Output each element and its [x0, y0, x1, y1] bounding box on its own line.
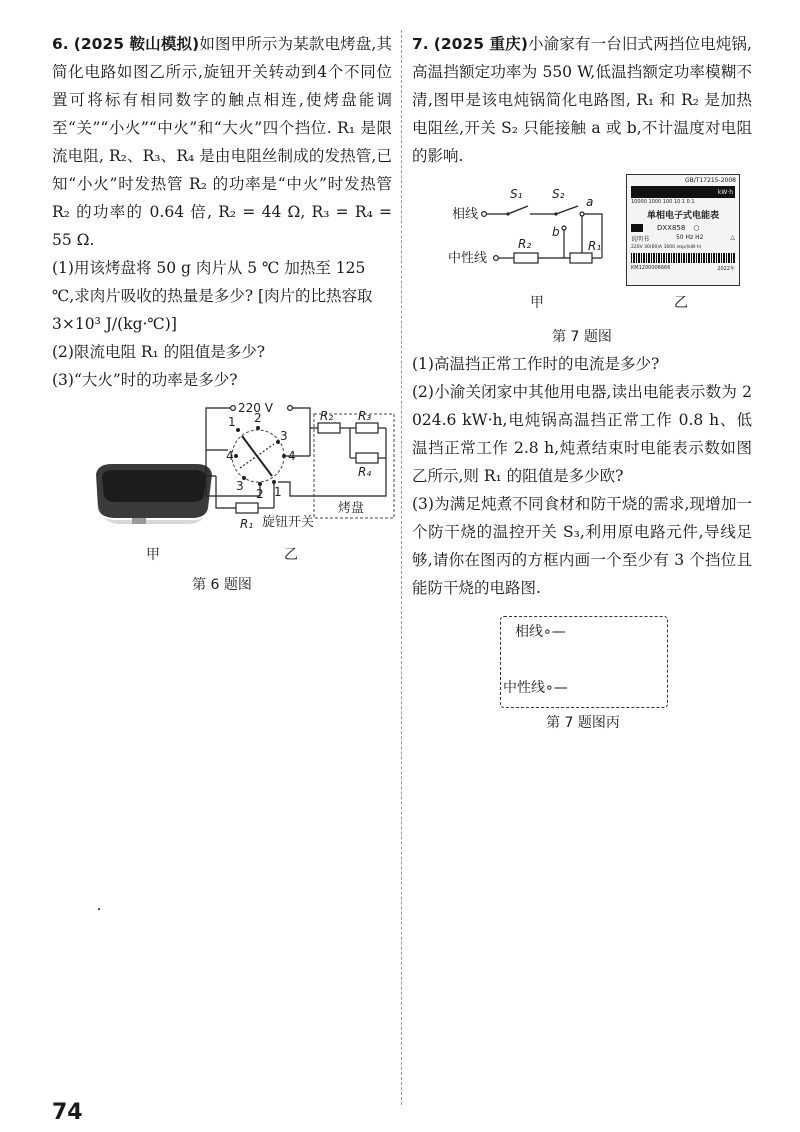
q7-s2-label: S₂: [552, 187, 565, 201]
q6-circuit-diagram: [200, 400, 400, 550]
q6-fig-b-label: 乙: [284, 547, 298, 563]
box-live-label: 相线: [515, 624, 543, 640]
q6-source: (2025 鞍山模拟): [73, 35, 200, 53]
meter-unit: kW·h: [717, 188, 733, 196]
q7-neutral-label: 中性线: [448, 251, 488, 266]
q6-contact-3a: 3: [280, 429, 288, 443]
terminal-icon: ∘—: [543, 624, 566, 640]
q6-contact-4a: 4: [288, 449, 296, 463]
q7-caption-c: 第 7 题图丙: [546, 715, 620, 731]
q6-r3-label: R₃: [358, 409, 372, 423]
q6-contact-2a: 2: [254, 411, 262, 425]
q6-caption: 第 6 题图: [192, 577, 252, 593]
meter-serial: KM1200006666: [631, 265, 671, 271]
q7-a-label: a: [586, 195, 594, 209]
meter-row: [631, 224, 735, 232]
q7-fig-a-label: 甲: [530, 295, 544, 311]
q7-source: (2025 重庆): [433, 35, 528, 53]
q6-contact-1a: 1: [228, 415, 236, 429]
meter-indicator: [631, 224, 643, 232]
q6-stem: [52, 30, 392, 254]
q7-r1-label: R₁: [588, 239, 602, 253]
q7-live-label: 相线: [452, 207, 479, 222]
q7-stem-text: 小渝家有一台旧式两挡位电炖锅,高温挡额定功率为 550 W,低温挡额定功率模糊不清,图甲是该电炖锅简化电路图, R₁ 和 R₂ 是加热电阻丝,开关 S₂ 只能接触 a 或 b,不计温度对电阻的影响.: [412, 35, 752, 165]
meter-row2: [631, 234, 735, 243]
meter-standard: GB/T17215-2008: [685, 177, 736, 184]
q6-tray-label: 烤盘: [338, 501, 365, 516]
box-neutral-terminal: [503, 677, 568, 697]
meter-warning-icon: △: [730, 234, 735, 241]
q7-s1-label: S₁: [510, 187, 523, 201]
q7-stem: [412, 30, 752, 170]
q6-stem-text: 如图甲所示为某款电烤盘,其简化电路如图乙所示,旋钮开关转动到4个不同位置可将标有相同数字的触点相连,使烤盘能调至“关”“小火”“中火”和“大火”四个挡位. R₁ 是限流电阻, R₂、R₃、R₄ 是由电阻丝制成的发热管,已知“小火”时发热管 R₂ 的功率是“中火”时发热管 R₂ 的功率的 0.64 倍, R₂ = 44 Ω, R₃ = R₄ = 55 Ω.: [52, 35, 392, 249]
q7-number: 7.: [412, 35, 429, 53]
terminal-icon: ∘—: [545, 680, 568, 696]
q6-r2-label: R₂: [320, 409, 334, 423]
q7-r2-label: R₂: [518, 237, 532, 251]
q7-b-label: b: [552, 225, 560, 239]
q6-voltage-label: 220 V: [238, 401, 273, 415]
question-7: [412, 30, 752, 732]
q6-sub2: (2)限流电阻 R₁ 的阻值是多少?: [52, 343, 266, 361]
box-neutral-label: 中性线: [503, 680, 545, 696]
q6-switch-label: 旋钮开关: [262, 515, 315, 530]
q6-contact-4b: 4: [226, 449, 234, 463]
q7-fig-b-label: 乙: [674, 295, 688, 311]
meter-manual: 说明书: [631, 236, 650, 243]
meter-year: 2022年: [717, 266, 735, 272]
meter-title: 单相电子式电能表: [646, 211, 719, 221]
box-live-terminal: [515, 621, 566, 641]
q6-figure: [52, 400, 392, 570]
meter-barcode: [631, 253, 735, 263]
q7-sub2: (2)小渝关闭家中其他用电器,读出电能表示数为 2 024.6 kW·h,电炖锅高温挡正常工作 0.8 h、低温挡正常工作 2.8 h,炖煮结束时电能表示数如图乙所示,则 R₁ 的阻值是多少欧?: [412, 383, 752, 485]
q6-number: 6.: [52, 35, 69, 53]
baking-tray-image: [88, 456, 218, 536]
q7-answer-box[interactable]: [500, 616, 668, 708]
q6-fig-a-label: 甲: [146, 547, 160, 563]
q6-sub1: (1)用该烤盘将 50 g 肉片从 5 ℃ 加热至 125 ℃,求肉片吸收的热量是多少? [肉片的比热容取 3×10³ J/(kg·℃)]: [52, 259, 373, 333]
q7-circuit-diagram: [448, 176, 642, 306]
q6-contact-3b: 3: [236, 479, 244, 493]
meter-spec: 220V 30(60)A 1600 imp/(kW·h): [631, 245, 702, 250]
meter-freq: 50 Hz H2: [675, 234, 704, 241]
q6-contact-2b: 2: [256, 487, 264, 501]
q7-sub1: (1)高温挡正常工作时的电流是多少?: [412, 355, 660, 373]
meter-led-icon: ○: [693, 224, 700, 232]
q6-contact-1b: 1: [274, 485, 282, 499]
question-6: [52, 30, 392, 594]
column-divider: [401, 30, 402, 1105]
meter-model: DXX858: [657, 224, 686, 232]
q6-sub3: (3)“大火”时的功率是多少?: [52, 371, 238, 389]
page-number: 74: [52, 1100, 83, 1125]
q6-r4-label: R₄: [358, 465, 372, 479]
q7-figure: [412, 174, 752, 324]
stray-dot: [98, 908, 100, 910]
meter-display: [631, 186, 735, 198]
q7-caption: 第 7 题图: [552, 329, 612, 345]
meter-row3: [631, 265, 735, 272]
q6-r1-label: R₁: [240, 517, 254, 531]
q7-sub3: (3)为满足炖煮不同食材和防干烧的需求,现增加一个防干烧的温控开关 S₃,利用原电路元件,导线足够,请你在图丙的方框内画一个至少有 3 个挡位且能防干烧的电路图.: [412, 495, 752, 597]
meter-digits: 10000 1000 100 10 1 0.1: [631, 199, 695, 205]
electricity-meter: [626, 174, 740, 286]
